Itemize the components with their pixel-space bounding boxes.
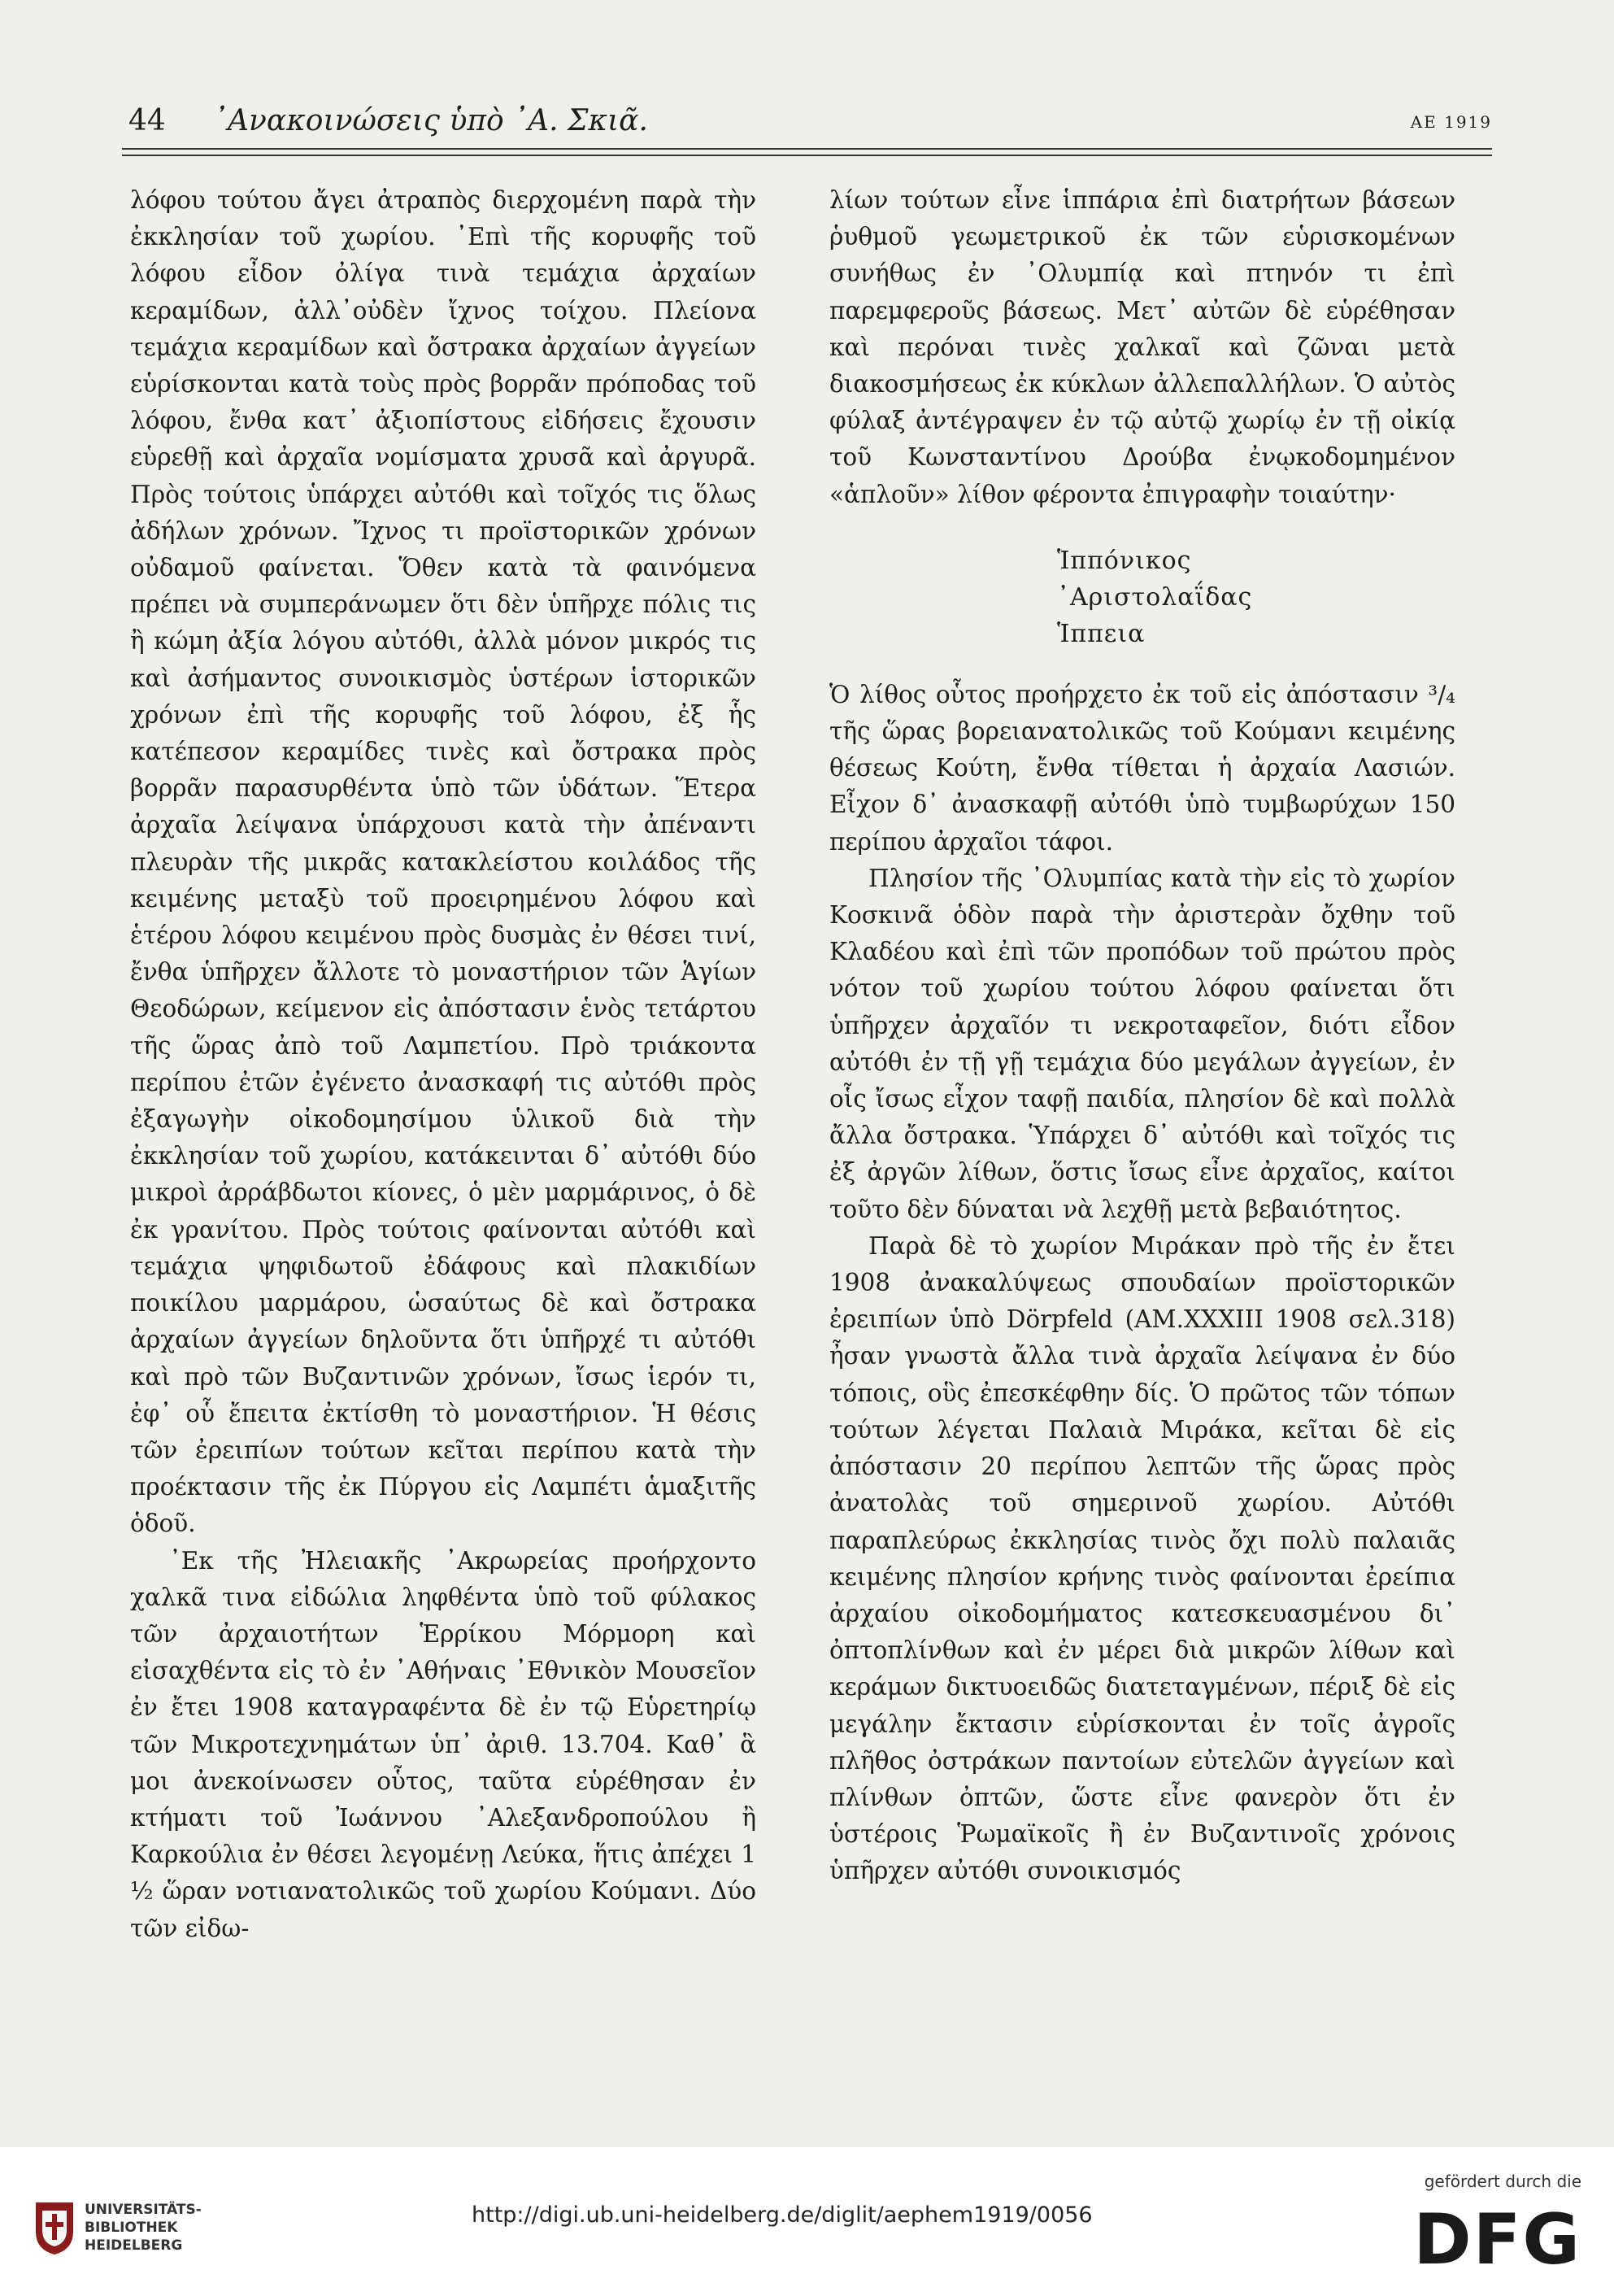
right-column [829, 182, 1455, 1890]
permalink[interactable]: http://digi.ub.uni-heidelberg.de/diglit/aephem1919/0056 [472, 2202, 1093, 2228]
right-paragraph-3: Πλησίον τῆς ᾿Ολυμπίας κατὰ τὴν εἰς τὸ χωρίον Κοσκινᾶ ὁδὸν παρὰ τὴν ἀριστερὰν ὄχθην τοῦ Κλαδέου καὶ ἐπὶ τῶν προπόδων τοῦ πρώτου πρὸς νότον τοῦ χωρίου τούτου λόφου φαίνεται ὅτι ὑπῆρχεν ἀρχαῖόν τι νεκροταφεῖον, διότι εἶδον αὐτόθι ἐν τῇ γῇ τεμάχια δύο μεγάλων ἀγγείων, ἐν οἷς ἴσως εἶχον ταφῇ παιδία, πλησίον δὲ καὶ πολλὰ ἄλλα ὄστρακα. Ὑπάρχει δ᾿ αὐτόθι καὶ τοῖχός τις ἐξ ἀργῶν λίθων, ὅστις ἴσως εἶνε ἀρχαῖος, καίτοι τοῦτο δὲν δύναται νὰ λεχθῇ μετὰ βεβαιότητος. [829, 864, 1455, 1223]
library-line: HEIDELBERG [85, 2237, 183, 2254]
journal-label: ΑΕ 1919 [1410, 112, 1492, 132]
inscription-line: Ἱππόνικος [1057, 546, 1192, 575]
university-crest-icon [33, 2199, 76, 2256]
library-logo [33, 2196, 220, 2261]
inscription-line: Ἱππεια [1057, 619, 1146, 648]
dfg-logo: DFG [1413, 2199, 1581, 2281]
left-paragraph-2: ᾿Εκ τῆς Ἠλειακῆς ᾿Ακρωρείας προήρχοντο χαλκᾶ τινα εἰδώλια ληφθέντα ὑπὸ τοῦ φύλακος τῶν ἀρχαιοτήτων Ἑρρίκου Μόρμορη καὶ εἰσαχθέντα εἰς τὸ ἐν ᾿Αθήναις ᾿Εθνικὸν Μουσεῖον ἐν ἔτει 1908 καταγραφέντα δὲ ἐν τῷ Εὑρετηρίῳ τῶν Μικροτεχνημάτων ὑπ᾿ ἀριθ. 13.704. Καθ᾿ ἃ μοι ἀνεκοίνωσεν οὗτος, ταῦτα εὑρέθησαν ἐν κτήματι τοῦ Ἰωάννου ᾿Αλεξανδροπούλου ἢ Καρκούλια ἐν θέσει λεγομένῃ Λεύκα, ἥτις ἀπέχει 1 ½ ὥραν νοτιανατολικῶς τοῦ χωρίου Κούμανι. Δύο τῶν εἰδω- [130, 1546, 756, 1942]
running-title: ᾿Ανακοινώσεις ὑπὸ ᾿Α. Σκιᾶ. [213, 104, 648, 137]
sponsor-block [1394, 2172, 1581, 2281]
library-line: BIBLIOTHEK [85, 2220, 178, 2236]
right-paragraph-2: Ὁ λίθος οὗτος προήρχετο ἐκ τοῦ εἰς ἀπόστασιν ³/₄ τῆς ὥρας βορειανατολικῶς τοῦ Κούμανι κειμένης θέσεως Κούτη, ἔνθα τίθεται ἡ ἀρχαία Λασιών. Εἶχον δ᾿ ἀνασκαφῇ αὐτόθι ὑπὸ τυμβωρύχων 150 περίπου ἀρχαῖοι τάφοι. [829, 680, 1455, 856]
inscription-block [829, 542, 1455, 652]
digitization-footer [0, 2147, 1614, 2296]
left-column [130, 182, 756, 1947]
right-paragraph-4: Παρὰ δὲ τὸ χωρίον Μιράκαν πρὸ τῆς ἐν ἔτει 1908 ἀνακαλύψεως σπουδαίων προϊστορικῶν ἐρειπίων ὑπὸ Dörpfeld (ΑΜ.XXXIII 1908 σελ.318) ἦσαν γνωστὰ ἄλλα τινὰ ἀρχαῖα λείψανα ἐν δύο τόποις, οὓς ἐπεσκέφθην δίς. Ὁ πρῶτος τῶν τόπων τούτων λέγεται Παλαιὰ Μιράκα, κεῖται δὲ εἰς ἀπόστασιν 20 περίπου λεπτῶν τῆς ὥρας πρὸς ἀνατολὰς τοῦ σημερινοῦ χωρίου. Αὐτόθι παραπλεύρως ἐκκλησίας τινὸς ὄχι πολὺ παλαιᾶς κειμένης πλησίον κρήνης τινὸς φαίνονται ἐρείπια ἀρχαίου οἰκοδομήματος κατεσκευασμένου δι᾿ ὀπτοπλίνθων καὶ ἐν μέρει διὰ μικρῶν λίθων καὶ κεράμων δικτυοειδῶς διατεταγμένων, πέριξ δὲ εἰς μεγάλην ἔκτασιν εὑρίσκονται ἐν τοῖς ἀγροῖς πλῆθος ὀστράκων παντοίων εὐτελῶν ἀγγείων καὶ πλίνθων ὀπτῶν, ὥστε εἶνε φανερὸν ὅτι ἐν ὑστέροις Ῥωμαϊκοῖς ἢ ἐν Βυζαντινοῖς χρόνοις ὑπῆρχεν αὐτόθι συνοικισμός [829, 1231, 1455, 1885]
left-paragraph-1: λόφου τούτου ἄγει ἀτραπὸς διερχομένη παρὰ τὴν ἐκκλησίαν τοῦ χωρίου. ᾿Επὶ τῆς κορυφῆς τοῦ λόφου εἶδον ὀλίγα τινὰ τεμάχια ἀρχαίων κεραμίδων, ἀλλ᾿οὐδὲν ἴχνος τοίχου. Πλείονα τεμάχια κεραμίδων καὶ ὄστρακα ἀρχαίων ἀγγείων εὑρίσκονται κατὰ τοὺς πρὸς βορρᾶν πρόποδας τοῦ λόφου, ἔνθα κατ᾿ ἀξιοπίστους εἰδήσεις ἔχουσιν εὑρεθῇ καὶ ἀρχαῖα νομίσματα χρυσᾶ καὶ ἀργυρᾶ. Πρὸς τούτοις ὑπάρχει αὐτόθι καὶ τοῖχός τις ὅλως ἀδήλων χρόνων. Ἴχνος τι προϊστορικῶν χρόνων οὐδαμοῦ φαίνεται. Ὅθεν κατὰ τὰ φαινόμενα πρέπει νὰ συμπεράνωμεν ὅτι δὲν ὑπῆρχε πόλις τις ἢ κώμη ἀξία λόγου αὐτόθι, ἀλλὰ μόνον μικρός τις καὶ ἀσήμαντος συνοικισμὸς ὑστέρων ἱστορικῶν χρόνων ἐπὶ τῆς κορυφῆς τοῦ λόφου, ἐξ ἧς κατέπεσον κεραμίδες τινὲς καὶ ὄστρακα πρὸς βορρᾶν παρασυρθέντα ὑπὸ τῶν ὑδάτων. Ἕτερα ἀρχαῖα λείψανα ὑπάρχουσι κατὰ τὴν ἀπέναντι πλευρὰν τῆς μικρᾶς κατακλείστου κοιλάδος τῆς κειμένης μεταξὺ τοῦ προειρημένου λόφου καὶ ἑτέρου λόφου κειμένου πρὸς δυσμὰς ἐν θέσει τινί, ἔνθα ὑπῆρχεν ἄλλοτε τὸ μοναστήριον τῶν Ἁγίων Θεοδώρων, κείμενον εἰς ἀπόστασιν ἑνὸς τετάρτου τῆς ὥρας ἀπὸ τοῦ Λαμπετίου. Πρὸ τριάκοντα περίπου ἐτῶν ἐγένετο ἀνασκαφή τις αὐτόθι πρὸς ἐξαγωγὴν οἰκοδομησίμου ὑλικοῦ διὰ τὴν ἐκκλησίαν τοῦ χωρίου, κατάκεινται δ᾿ αὐτόθι δύο μικροὶ ἀρράβδωτοι κίονες, ὁ μὲν μαρμάρινος, ὁ δὲ ἐκ γρανίτου. Πρὸς τούτοις φαίνονται αὐτόθι καὶ τεμάχια ψηφιδωτοῦ ἐδάφους καὶ πλακιδίων ποικίλου μαρμάρου, ὡσαύτως δὲ καὶ ὄστρακα ἀρχαίων ἀγγείων δηλοῦντα ὅτι ὑπῆρχέ τι αὐτόθι καὶ πρὸ τῶν Βυζαντινῶν χρόνων, ἴσως ἱερόν τι, ἐφ᾿ οὗ ἔπειτα ἐκτίσθη τὸ μοναστήριον. Ἡ θέσις τῶν ἐρειπίων τούτων κεῖται περίπου κατὰ τὴν προέκτασιν τῆς ἐκ Πύργου εἰς Λαμπέτι ἁμαξιτῆς ὁδοῦ. [130, 186, 756, 1538]
library-line: UNIVERSITÄTS- [85, 2202, 202, 2218]
running-header [122, 96, 1492, 145]
right-paragraph-1: λίων τούτων εἶνε ἱππάρια ἐπὶ διατρήτων βάσεων ῥυθμοῦ γεωμετρικοῦ ἐκ τῶν εὑρισκομένων συνήθως ἐν ᾿Ολυμπίᾳ καὶ πτηνόν τι ἐπὶ παρεμφεροῦς βάσεως. Μετ᾿ αὐτῶν δὲ εὑρέθησαν καὶ περόναι τινὲς χαλκαῖ καὶ ζῶναι μετὰ διακοσμήσεως ἐκ κύκλων ἀλλεπαλλήλων. Ὁ αὐτὸς φύλαξ ἀντέγραψεν ἐν τῷ αὐτῷ χωρίῳ ἐν τῇ οἰκίᾳ τοῦ Κωνσταντίνου Δρούβα ἐνῳκοδομημένον «ἁπλοῦν» λίθον φέροντα ἐπιγραφὴν τοιαύτην· [829, 186, 1455, 508]
header-rule-top [122, 148, 1492, 150]
sponsor-label: gefördert durch die [1424, 2172, 1581, 2191]
inscription-line: ᾿Αριστολαΐδας [1057, 582, 1253, 612]
header-rule-bottom [122, 155, 1492, 156]
page-number: 44 [128, 104, 166, 137]
